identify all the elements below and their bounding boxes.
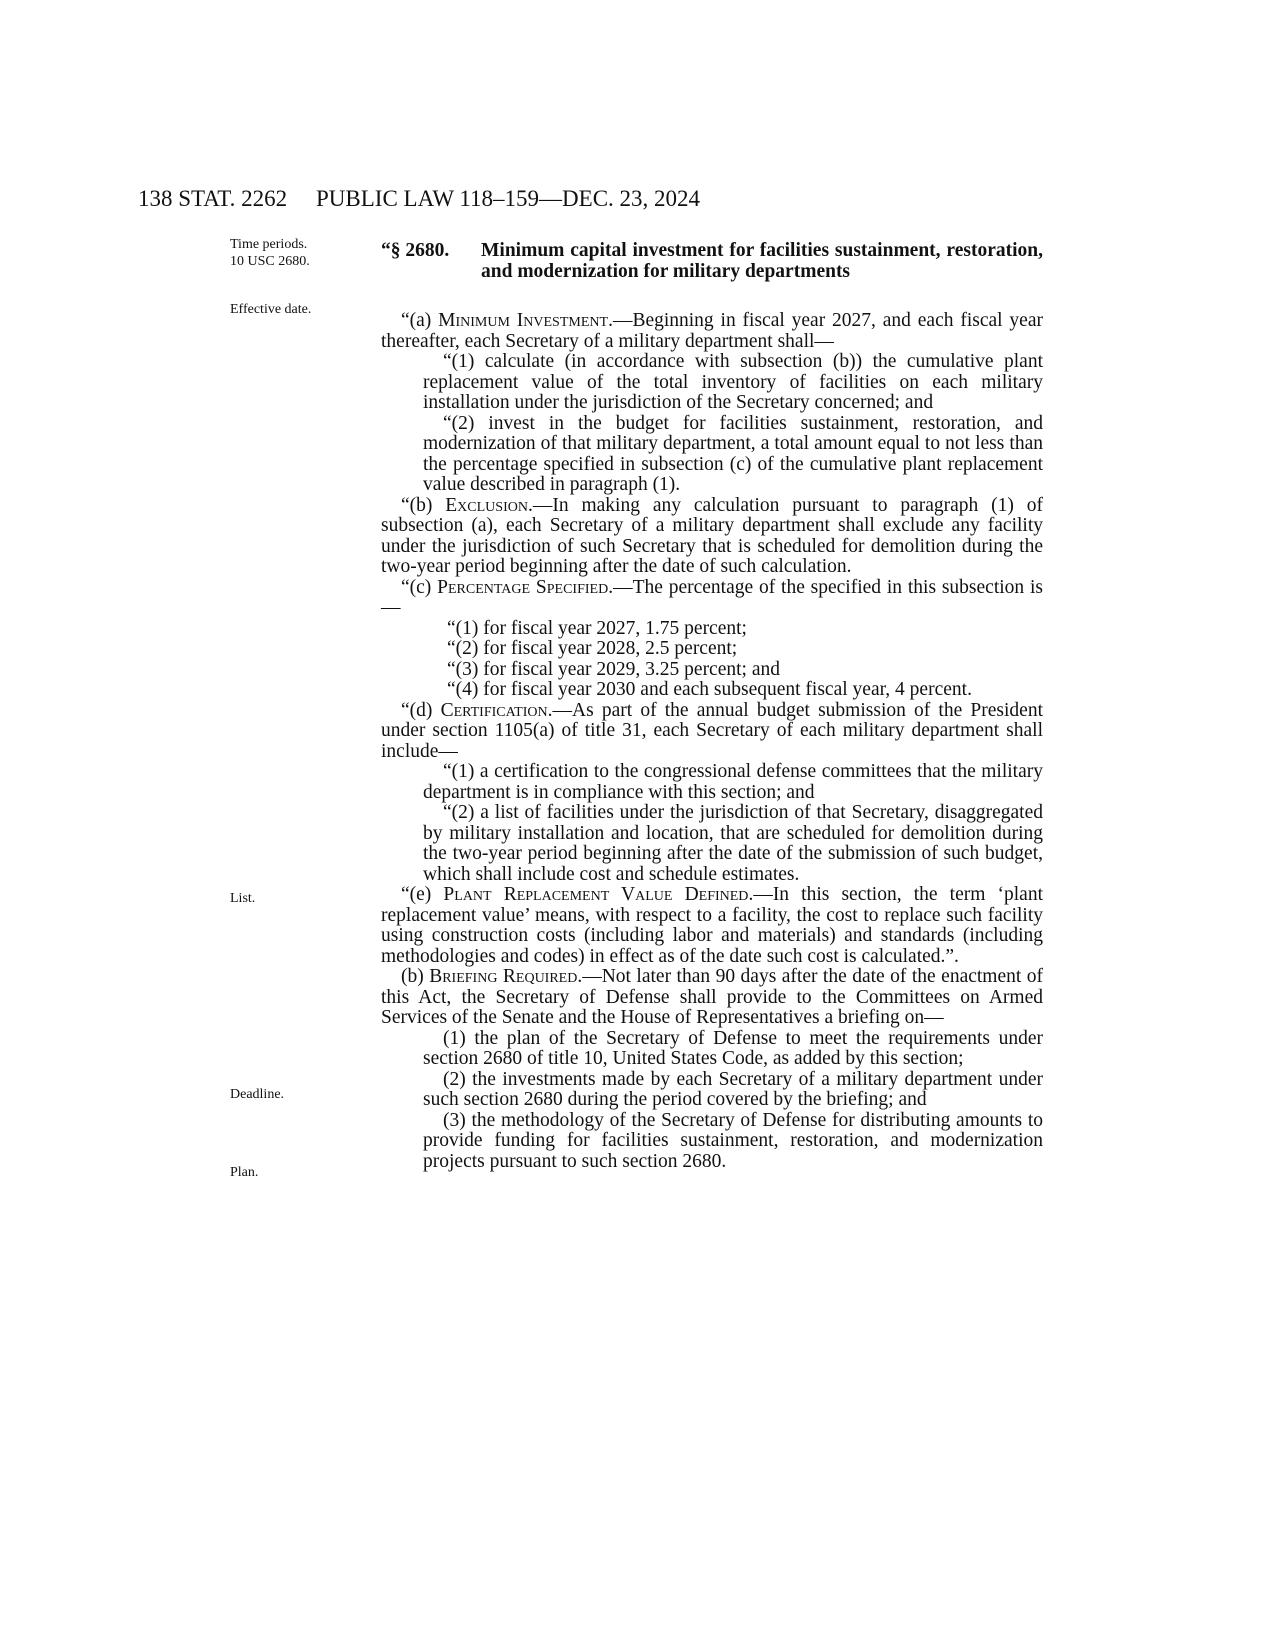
paragraph-c4: “(4) for fiscal year 2030 and each subsequent fiscal year, 4 percent. bbox=[447, 679, 972, 700]
margin-note-time-periods bbox=[230, 236, 370, 270]
subsection-e-heading: Plant Replacement Value Defined bbox=[443, 884, 749, 905]
paragraph-a1: “(1) calculate (in accordance with subsection (b)) the cumulative plant replacement value of the total inventory of facilities on each military installation under the jurisdiction of the Secretary concerned; and bbox=[423, 351, 1043, 413]
paragraph-c1: “(1) for fiscal year 2027, 1.75 percent; bbox=[447, 617, 747, 639]
subsection-c: “(c) Percentage Specified.—The percentage of the specified in this subsection is— bbox=[381, 576, 1043, 618]
subsection-c-heading: Percentage Specified bbox=[437, 576, 609, 598]
briefing-item-3: (3) the methodology of the Secretary of Defense for distributing amounts to provide funding for facilities sustainment, restoration, and modernization projects pursuant to such section 2680. bbox=[423, 1109, 1043, 1172]
margin-note-plan: Plan. bbox=[230, 1165, 259, 1180]
section-title: Minimum capital investment for facilities sustainment, restoration, and modernization for military departments bbox=[481, 240, 1043, 282]
paragraph-d2: “(2) a list of facilities under the jurisdiction of that Secretary, disaggregated by military installation and location, that are scheduled for demolition during the two-year period beginning after the date of the submission of such budget, which shall include cost and schedule estimates. bbox=[423, 802, 1043, 885]
margin-note-time-periods-label: Time periods. bbox=[230, 237, 308, 252]
paragraph-c2: “(2) for fiscal year 2028, 2.5 percent; bbox=[447, 638, 738, 659]
stat-page-number: 138 STAT. 2262 bbox=[138, 186, 288, 211]
paragraph-a2: “(2) invest in the budget for facilities sustainment, restoration, and modernization of that military department, a total amount equal to not less than the percentage specified in subsection (c) of the cumulative plant replacement value described in paragraph (1). bbox=[423, 412, 1043, 495]
page-header bbox=[138, 186, 1038, 220]
subsection-b-heading: Exclusion bbox=[445, 494, 528, 516]
briefing-item-1: (1) the plan of the Secretary of Defense to meet the requirements under section 2680 of title 10, United States Code, as added by this section; bbox=[423, 1027, 1043, 1069]
briefing-item-2: (2) the investments made by each Secretary of a military department under such section 2680 during the period covered by the briefing; and bbox=[423, 1068, 1043, 1110]
subsection-d: “(d) Certification.—As part of the annual budget submission of the President under section 1105(a) of title 31, each Secretary of each military department shall include— bbox=[381, 699, 1043, 762]
briefing-required-heading: Briefing Required bbox=[429, 966, 578, 987]
margin-note-deadline: Deadline. bbox=[230, 1087, 285, 1102]
margin-note-list: List. bbox=[230, 891, 256, 906]
section-heading bbox=[381, 240, 1043, 282]
public-law-title: PUBLIC LAW 118–159—DEC. 23, 2024 bbox=[316, 186, 701, 211]
briefing-required: (b) Briefing Required.—Not later than 90 days after the date of the enactment of this Act, the Secretary of Defense shall provide to the Committees on Armed Services of the Senate and the House of Representatives a briefing on— bbox=[381, 966, 1043, 1028]
margin-note-usc: 10 USC 2680. bbox=[230, 254, 310, 269]
subsection-a-heading: Minimum Investment bbox=[438, 310, 609, 331]
margin-note-effective-date: Effective date. bbox=[230, 302, 312, 317]
subsection-b: “(b) Exclusion.—In making any calculation pursuant to paragraph (1) of subsection (a), each Secretary of a military department shall exclude any facility under the jurisdiction of such Secretary that is scheduled for demolition during the two-year period beginning after the date of such calculation. bbox=[381, 494, 1043, 577]
paragraph-d1: “(1) a certification to the congressional defense committees that the military department is in compliance with this section; and bbox=[423, 761, 1043, 803]
section-number: “§ 2680. bbox=[381, 240, 450, 261]
paragraph-c3: “(3) for fiscal year 2029, 3.25 percent; and bbox=[447, 658, 780, 680]
subsection-a: “(a) Minimum Investment.—Beginning in fiscal year 2027, and each fiscal year thereafter, each Secretary of a military department shall— bbox=[381, 310, 1043, 352]
subsection-d-heading: Certification bbox=[440, 699, 548, 721]
document-body bbox=[381, 311, 1043, 1172]
subsection-e: “(e) Plant Replacement Value Defined.—In this section, the term ‘plant replacement value’ means, with respect to a facility, the cost to replace such facility using construction costs (including labor and materials) and standards (including methodologies and codes) in effect as of the date such cost is calculated.”. bbox=[381, 884, 1043, 967]
